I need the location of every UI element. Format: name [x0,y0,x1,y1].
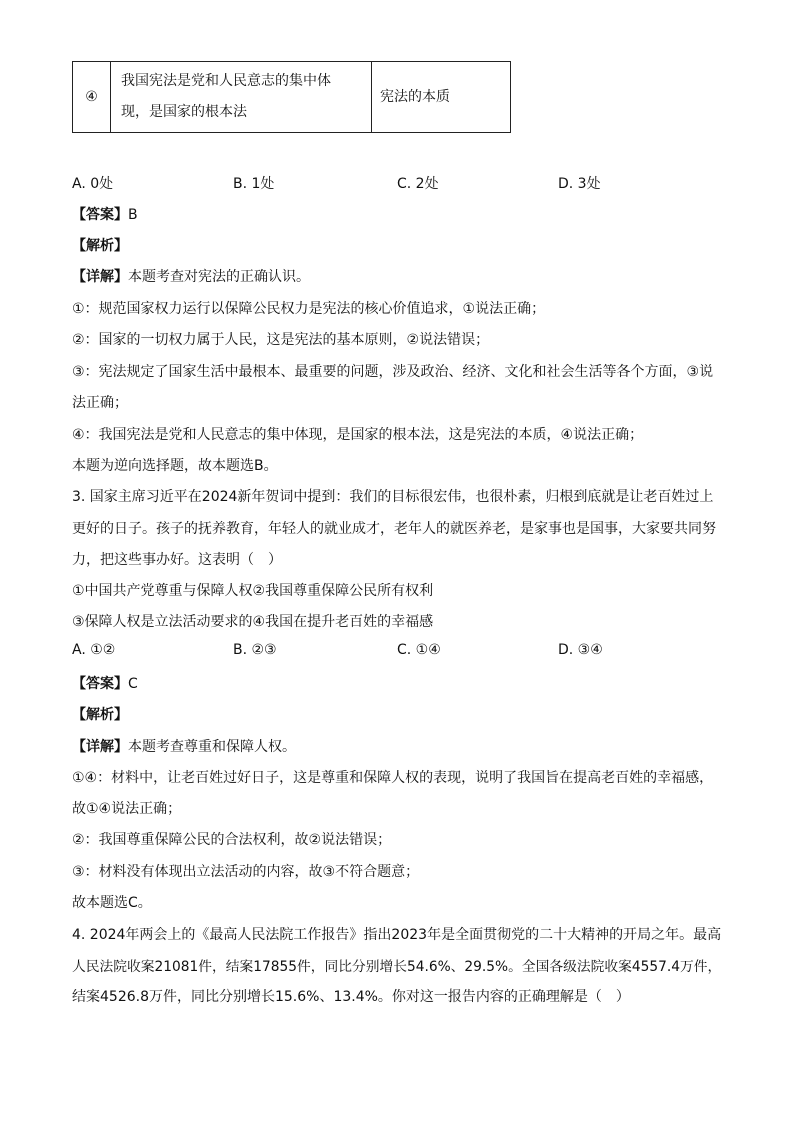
q3-choices: ①中国共产党尊重与保障人权②我国尊重保障公民所有权利 [72,583,434,599]
q2-analysis-heading: 【解析】 [72,238,128,254]
q3-stem: 3. 国家主席习近平在2024新年贺词中提到：我们的目标很宏伟，也很朴素，归根到底就是让老百姓过上 [72,489,714,505]
q2-option-a: A. 0处 [72,176,114,192]
row-statement: 我国宪法是党和人民意志的集中体 现，是国家的根本法 [111,62,372,133]
q2-option-b: B. 1处 [233,176,275,192]
q4-stem: 4. 2024年两会上的《最高人民法院工作报告》指出2023年是全面贯彻党的二十大精神的开局之年。最高 [72,927,722,943]
q2-analysis-line: ②：国家的一切权力属于人民，这是宪法的基本原则，②说法错误； [72,332,490,348]
q3-option-d: D. ③④ [558,642,603,658]
q3-detail: 【详解】本题考查尊重和保障人权。 [72,739,296,755]
q3-option-c: C. ①④ [397,642,441,658]
row-number: ④ [73,62,111,133]
q4-stem: 结案4526.8万件，同比分别增长15.6%、13.4%。你对这一报告内容的正确理解是（ ） [72,989,630,1005]
q3-stem: 更好的日子。孩子的抚养教育，年轻人的就业成才，老年人的就医养老，是家事也是国事，大家要共同努 [72,521,716,537]
q2-analysis-line: 法正确； [72,395,128,411]
q2-option-d: D. 3处 [558,176,601,192]
q3-stem: 力，把这些事办好。这表明（ ） [72,552,282,568]
q3-analysis-heading: 【解析】 [72,707,128,723]
q3-analysis-line: ①④：材料中，让老百姓过好日子，这是尊重和保障人权的表现，说明了我国旨在提高老百姓的幸福感， [72,770,714,786]
q2-answer: 【答案】B [72,207,138,223]
q2-conclusion: 本题为逆向选择题，故本题选B。 [72,458,278,474]
q3-conclusion: 故本题选C。 [72,895,152,911]
q2-analysis-line: ①：规范国家权力运行以保障公民权力是宪法的核心价值追求，①说法正确； [72,301,546,317]
q4-stem: 人民法院收案21081件，结案17855件，同比分别增长54.6%、29.5%。全国各级法院收案4557.4万件， [72,959,722,975]
q2-analysis-line: ③：宪法规定了国家生活中最根本、最重要的问题，涉及政治、经济、文化和社会生活等各个方面，③说 [72,364,714,380]
q3-analysis-line: ②：我国尊重保障公民的合法权利，故②说法错误； [72,832,392,848]
q3-choices: ③保障人权是立法活动要求的④我国在提升老百姓的幸福感 [72,614,434,630]
q3-analysis-line: 故①④说法正确； [72,801,182,817]
q3-option-a: A. ①② [72,642,116,658]
table-row [73,62,511,133]
constitution-table [72,61,511,133]
q3-option-b: B. ②③ [233,642,277,658]
q2-option-c: C. 2处 [397,176,439,192]
q2-analysis-line: ④：我国宪法是党和人民意志的集中体现，是国家的根本法，这是宪法的本质，④说法正确； [72,427,644,443]
row-category: 宪法的本质 [372,62,511,133]
q3-answer: 【答案】C [72,676,138,692]
q2-detail: 【详解】本题考查对宪法的正确认识。 [72,269,310,285]
q3-analysis-line: ③：材料没有体现出立法活动的内容，故③不符合题意； [72,864,420,880]
